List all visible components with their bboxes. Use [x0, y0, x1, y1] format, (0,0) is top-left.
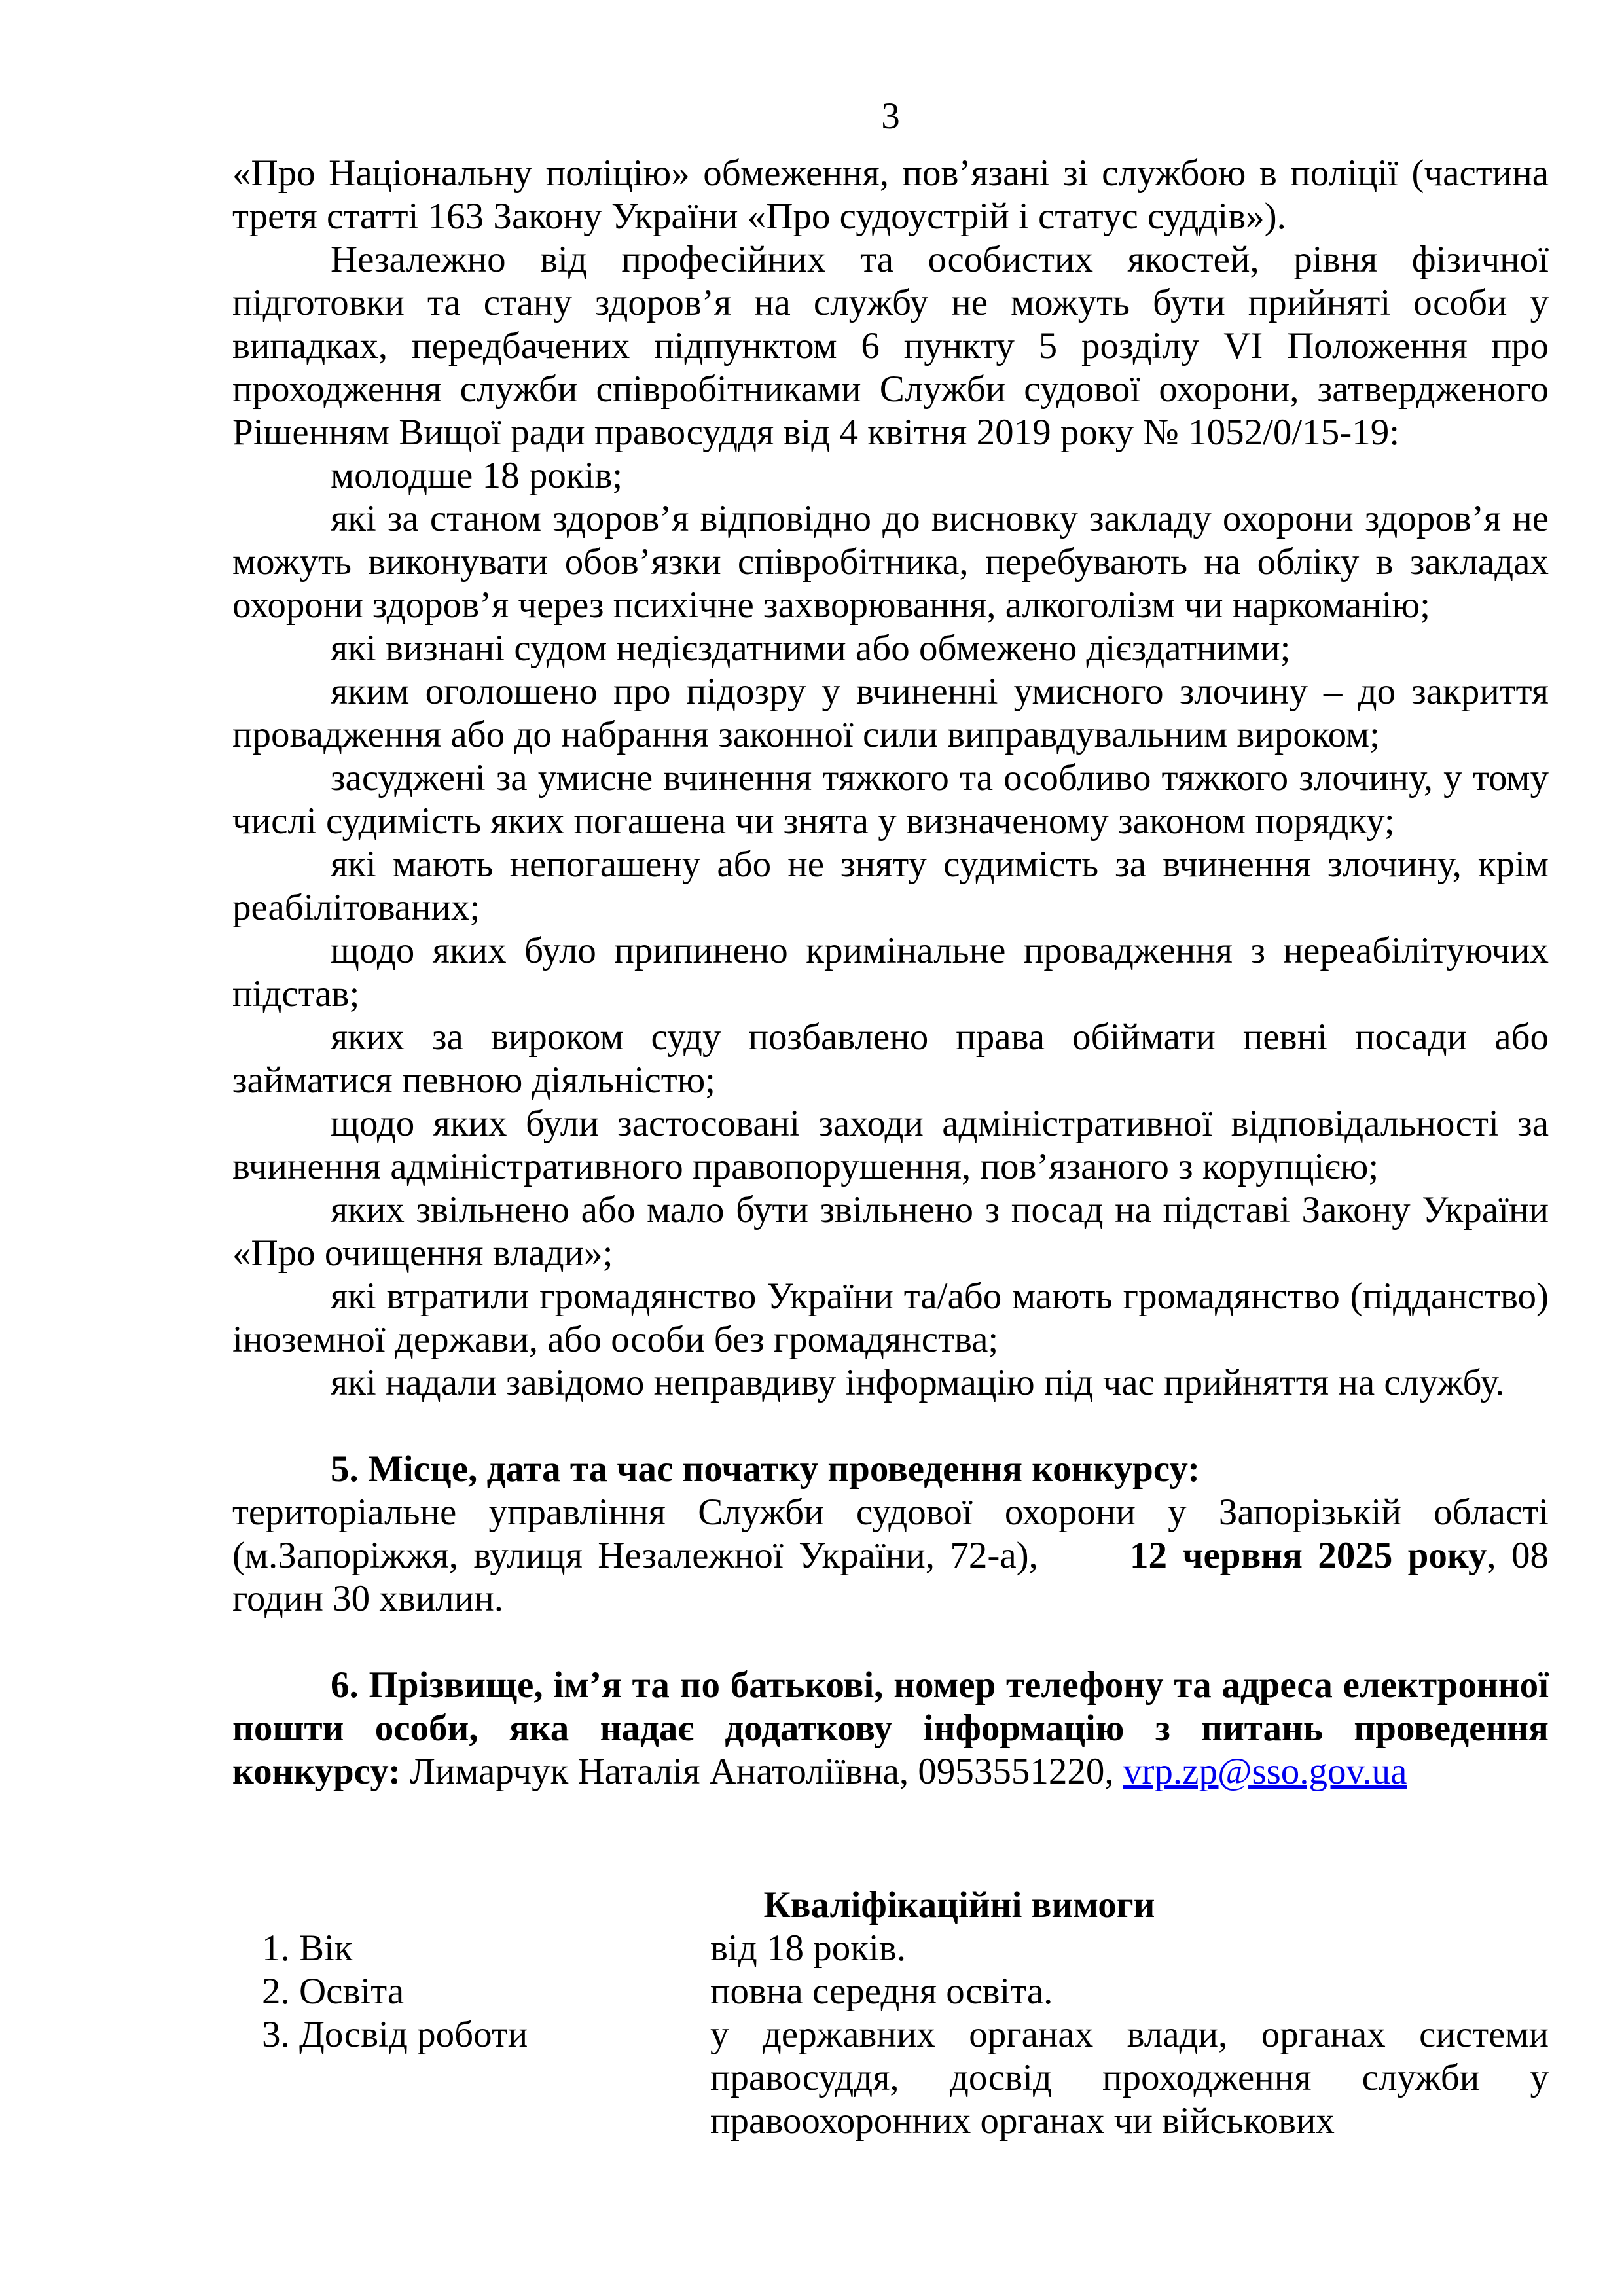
requirements-row	[232, 2013, 1549, 2143]
restriction-item: яким оголошено про підозру у вчиненні умисного злочину – до закриття провадження або до набрання законної сили виправдувальним вироком;	[232, 671, 1549, 755]
venue-text: територіальне управління Служби судової охорони у Запорізькій області (м.Запоріжжя, вулиця Незалежної України, 72-а),	[232, 1492, 1549, 1576]
restriction-item: які мають непогашену або не зняту судимість за вчинення злочину, крім реабілітованих;	[232, 844, 1549, 928]
page-number: 3	[881, 96, 900, 137]
section-5-heading: 5. Місце, дата та час початку проведення конкурсу:	[331, 1448, 1200, 1490]
requirements-table	[232, 1927, 1549, 2143]
restriction-item: які за станом здоров’я відповідно до висновку закладу охорони здоров’я не можуть виконувати обов’язки співробітника, перебувають на обліку в закладах охорони здоров’я через психічне захворювання, алкоголізм чи наркоманію;	[232, 498, 1549, 626]
contest-date: 12 червня 2025 року	[1130, 1535, 1487, 1576]
restriction-item: молодше 18 років;	[331, 455, 623, 496]
requirement-value: від 18 років.	[710, 1928, 906, 1969]
contact-email-link[interactable]: vrp.zp@sso.gov.ua	[1123, 1751, 1407, 1792]
eligibility-paragraph: Незалежно від професійних та особистих якостей, рівня фізичної підготовки та стану здоров’я на службу не можуть бути прийняті особи у випадках, передбачених підпунктом 6 пункту 5 розділу VI Положення про проходження служби співробітниками Служби судової охорони, затвердженого Рішенням Вищої ради правосуддя від 4 квітня 2019 року № 1052/0/15-19:	[232, 239, 1549, 453]
requirement-value: повна середня освіта.	[710, 1971, 1053, 2012]
requirement-value: у державних органах влади, органах системи правосуддя, досвід проходження служби у правоохоронних органах чи військових	[710, 2014, 1549, 2142]
requirements-row	[232, 1927, 1549, 1970]
section-5-text	[232, 1491, 1549, 1621]
document-body	[232, 152, 1549, 1793]
contest-time: , 08 годин 30 хвилин.	[232, 1535, 1549, 1619]
intro-paragraph: «Про Національну поліцію» обмеження, пов’язані зі службою в поліції (частина третя статті 163 Закону України «Про судоустрій і статус суддів»).	[232, 152, 1549, 237]
section-6-heading: 6. Прізвище, ім’я та по батькові, номер телефону та адреса електронної пошти особи, яка надає додаткову інформацію з питань проведення конкурсу:	[232, 1664, 1549, 1792]
restriction-item: щодо яких було припинено кримінальне провадження з нереабілітуючих підстав;	[232, 930, 1549, 1014]
requirements-row	[232, 1970, 1549, 2013]
restriction-item: яких за вироком суду позбавлено права обіймати певні посади або займатися певною діяльністю;	[232, 1016, 1549, 1101]
contact-person: Лимарчук Наталія Анатоліївна, 0953551220,	[400, 1751, 1123, 1792]
restriction-item: яких звільнено або мало бути звільнено з посад на підставі Закону України «Про очищення влади»;	[232, 1189, 1549, 1274]
restriction-item: які визнані судом недієздатними або обмежено дієздатними;	[331, 628, 1291, 669]
restriction-item: засуджені за умисне вчинення тяжкого та особливо тяжкого злочину, у тому числі судимість яких погашена чи знята у визначеному законом порядку;	[232, 757, 1549, 842]
requirements-title: Кваліфікаційні вимоги	[763, 1884, 1155, 1926]
section-6-paragraph	[232, 1664, 1549, 1793]
restriction-item: щодо яких були застосовані заходи адміністративної відповідальності за вчинення адміністративного правопорушення, пов’язаного з корупцією;	[232, 1103, 1549, 1187]
restriction-item: які надали завідомо неправдиву інформацію під час прийняття на службу.	[331, 1362, 1505, 1403]
requirement-label: 3. Досвід роботи	[262, 2014, 528, 2055]
requirement-label: 1. Вік	[262, 1928, 353, 1969]
restriction-item: які втратили громадянство України та/або мають громадянство (підданство) іноземної держави, або особи без громадянства;	[232, 1276, 1549, 1360]
requirement-label: 2. Освіта	[262, 1971, 405, 2012]
